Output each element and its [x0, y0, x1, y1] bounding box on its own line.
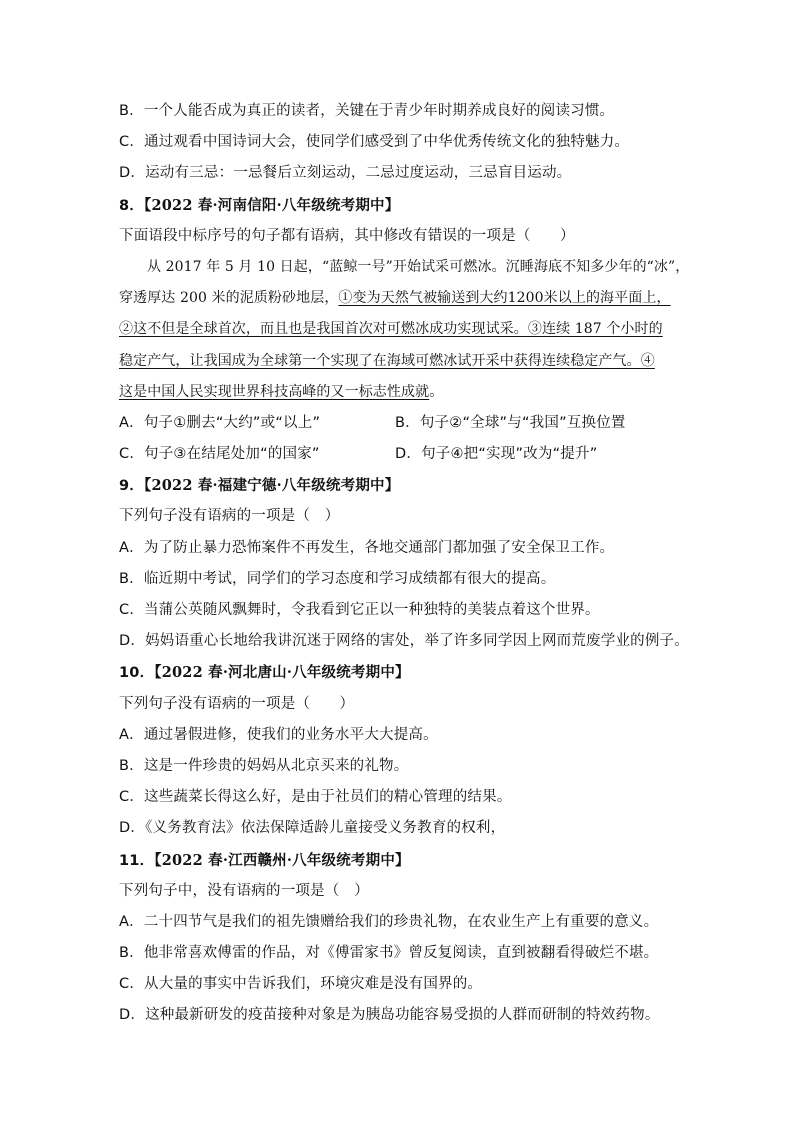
q9-option-b: B．临近期中考试，同学们的学习态度和学习成绩都有很大的提高。	[119, 570, 556, 587]
q8-source: 【2022 春·河南信阳·八年级统考期中】	[144, 196, 400, 214]
q8-passage-text: 穿透厚达 200 米的泥质粉砂地层，	[119, 290, 339, 307]
q9-heading	[119, 470, 684, 501]
q11-source: 【2022 春·江西赣州·八年级统考期中】	[154, 851, 410, 869]
q8-option-d: D．句子④把“实现”改为“提升”	[395, 446, 598, 463]
q11-heading	[119, 845, 684, 876]
q7-option-c: C．通过观看中国诗词大会，使同学们感受到了中华优秀传统文化的独特魅力。	[119, 134, 630, 151]
q10-stem: 下列句子没有语病的一项是（ ）	[119, 695, 355, 712]
q10-option-d: D．《义务教育法》依法保障适龄儿童接受义务教育的权利，	[119, 820, 506, 837]
q8-passage-line-5	[119, 377, 684, 408]
q9-option-a: A．为了防止暴力恐怖案件不再发生，各地交通部门都加强了安全保卫工作。	[119, 539, 615, 556]
q8-sentence-1: ①变为天然气被输送到大约1200米以上的海平面上，	[338, 290, 671, 307]
q7-option-d: D．运动有三忌：一忌餐后立刻运动，二忌过度运动，三忌盲目运动。	[119, 165, 572, 182]
q8-sentence-4: 这是中国人民实现世界科技高峰的又一标志性成就	[119, 383, 430, 400]
q9-option-c: C．当蒲公英随风飘舞时，令我看到它正以一种独特的美装点着这个世界。	[119, 602, 600, 618]
document-page	[119, 96, 690, 1032]
q8-sentence-2: ②这不但是全球首次，而且也是我国首次对可燃冰成功实现试采。	[119, 321, 528, 338]
q11-option-d: D．这种最新研发的疫苗接种对象是为胰岛功能容易受损的人群而研制的特效药物。	[119, 1007, 660, 1024]
q10-number: 10．	[119, 665, 155, 682]
q11-number: 11．	[119, 852, 155, 869]
q8-option-a: A．句子①删去“大约”或“以上”	[119, 414, 321, 431]
q11-stem: 下列句子中，没有语病的一项是（ ）	[119, 882, 369, 899]
q10-heading	[119, 657, 684, 688]
q9-number: 9．	[119, 478, 144, 495]
q11-option-c: C．从大量的事实中告诉我们，环境灾难是没有国界的。	[119, 976, 483, 993]
q7-option-b: B．一个人能否成为真正的读者，关键在于青少年时期养成良好的阅读习惯。	[119, 103, 615, 119]
q8-options-row-1	[119, 408, 684, 439]
q11-option-b: B．他非常喜欢傅雷的作品，对《傅雷家书》曾反复阅读，直到被翻看得破烂不堪。	[119, 945, 659, 962]
q8-passage-line-4	[119, 346, 684, 377]
q8-passage-line-1: 从 2017 年 5 月 10 日起，“蓝鲸一号”开始试采可燃冰。沉睡海底不知多少年的“冰”，	[147, 258, 690, 275]
q10-option-b: B．这是一件珍贵的妈妈从北京买来的礼物。	[119, 757, 409, 774]
q8-option-b: B．句子②“全球”与“我国”互换位置	[395, 414, 626, 431]
q8-passage-end: 。	[429, 383, 444, 400]
q10-option-a: A．通过暑假进修，使我们的业务水平大大提高。	[119, 726, 438, 743]
q8-number: 8．	[119, 197, 144, 214]
q8-sentence-3-start: ③连续 187 个小时的	[527, 321, 663, 338]
q8-passage-line-3	[119, 314, 684, 345]
q10-option-c: C．这些蔬菜长得这么好，是由于社员们的精心管理的结果。	[119, 789, 512, 806]
q9-stem: 下列句子没有语病的一项是（ ）	[119, 508, 340, 525]
q10-source: 【2022 春·河北唐山·八年级统考期中】	[154, 664, 410, 682]
q8-options-row-2	[119, 439, 684, 470]
q11-option-a: A．二十四节气是我们的祖先馈赠给我们的珍贵礼物，在农业生产上有重要的意义。	[119, 913, 659, 930]
q8-passage-line-2	[119, 283, 684, 314]
q8-option-c: C．句子③在结尾处加“的国家”	[119, 446, 320, 463]
q9-option-d: D．妈妈语重心长地给我讲沉迷于网络的害处，举了许多同学因上网而荒废学业的例子。	[119, 633, 689, 650]
q8-stem: 下面语段中标序号的句子都有语病，其中修改有错误的一项是（ ）	[119, 227, 575, 244]
q8-sentence-3-end: 稳定产气，让我国成为全球第一个实现了在海域可燃冰试开采中获得连续稳定产气。④	[119, 352, 655, 369]
q9-source: 【2022 春·福建宁德·八年级统考期中】	[144, 477, 400, 495]
q8-heading	[119, 190, 684, 221]
